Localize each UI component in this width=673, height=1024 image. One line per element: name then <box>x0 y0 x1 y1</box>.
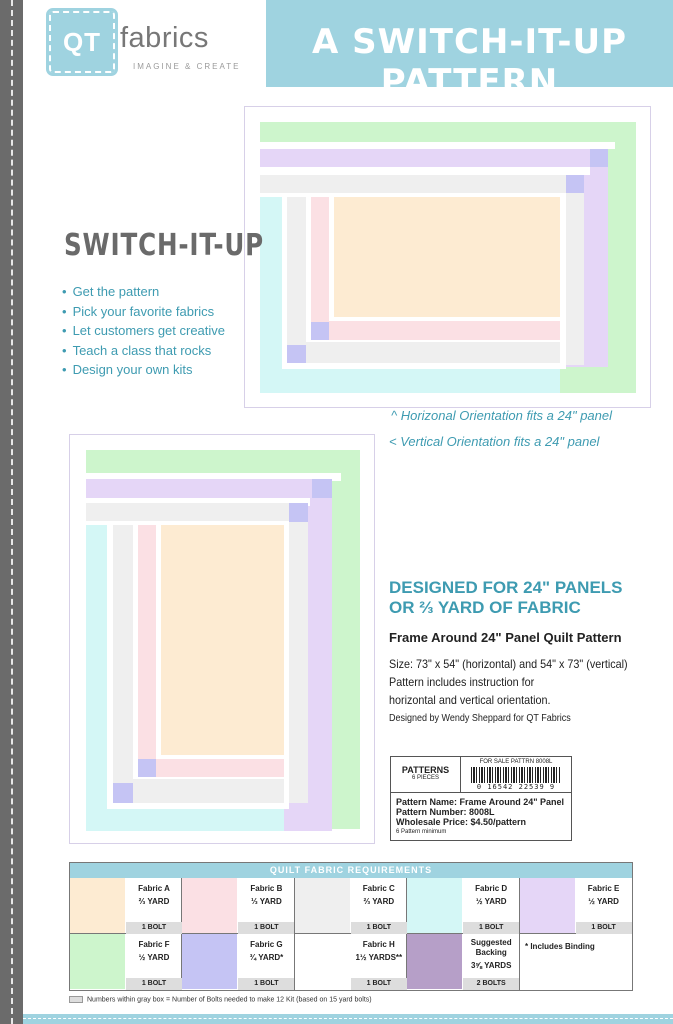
fabric-cell-f <box>70 934 182 990</box>
label-pattern-number: Pattern Number: 8008L <box>396 807 495 817</box>
list-item: • Pick your favorite fabrics <box>62 302 225 322</box>
strip-white-h1 <box>260 142 615 149</box>
corner-blue-2 <box>566 175 584 193</box>
size-line-1: Size: 73" x 54" (horizontal) and 54" x 73" (vertical) <box>389 657 628 671</box>
fabric-cell-h <box>295 934 407 990</box>
title-band <box>266 0 673 102</box>
fabric-name: Fabric C <box>362 884 395 893</box>
fabric-swatch <box>295 934 350 989</box>
corner-blue-4 <box>287 345 306 363</box>
left-dashed-strip <box>0 0 23 1024</box>
bottom-band <box>23 1014 673 1024</box>
designed-line-1: DESIGNED FOR 24" PANELS <box>389 578 623 597</box>
corner-blue-2 <box>289 503 308 522</box>
gray-box-key <box>69 996 83 1003</box>
backing-name: Suggested Backing <box>470 938 512 957</box>
fabric-yardage: ⅓ YARD <box>251 897 282 906</box>
requirements-title: QUILT FABRIC REQUIREMENTS <box>70 863 632 878</box>
designed-for-heading <box>389 578 623 618</box>
list-item: • Teach a class that rocks <box>62 341 225 361</box>
fabric-yardage: ½ YARD <box>588 897 619 906</box>
fabric-yardage: ½ YARD <box>475 897 507 906</box>
table-footnote <box>69 996 372 1003</box>
backing-swatch <box>407 934 462 989</box>
barcode <box>471 767 561 783</box>
corner-blue-3 <box>138 759 156 777</box>
fabric-bolts: 1 BOLT <box>126 978 182 990</box>
fabric-swatch <box>182 934 237 989</box>
fabric-swatch <box>182 878 237 933</box>
feature-list <box>62 282 225 380</box>
fabric-cell-e <box>520 878 632 934</box>
logo-word: fabrics <box>120 22 209 54</box>
fabric-swatch <box>70 878 125 933</box>
dashed-line <box>11 0 13 1024</box>
corner-blue-3 <box>311 322 329 340</box>
fabric-name: Fabric A <box>138 884 170 893</box>
horizontal-orientation-note: ^ Horizonal Orientation fits a 24" panel <box>391 408 612 423</box>
dashed-line <box>23 1018 673 1019</box>
fabric-yardage: ⅔ YARD <box>138 897 170 906</box>
fabric-name: Fabric D <box>475 884 508 893</box>
pattern-title: Frame Around 24" Panel Quilt Pattern <box>389 630 622 645</box>
strip-white-h2 <box>260 167 590 175</box>
corner-blue-1 <box>590 149 608 167</box>
backing-yardage: 3⅝ YARDS <box>470 961 512 970</box>
label-for-sale: FOR SALE PATTRN 8008L <box>479 759 553 765</box>
label-pieces: 6 PIECES <box>411 775 439 781</box>
fabric-swatch <box>70 934 125 989</box>
fabric-cell-c <box>295 878 407 934</box>
switch-it-up-heading: SWITCH-IT-UP <box>64 228 265 263</box>
fabric-bolts: 1 BOLT <box>351 922 407 934</box>
barcode-number: 0 16542 22539 9 <box>476 783 556 791</box>
horizontal-quilt-illustration <box>244 106 651 408</box>
fabric-yardage: ¾ YARD* <box>249 953 284 962</box>
fabric-bolts: 1 BOLT <box>238 922 294 934</box>
designed-line-2: OR ⅔ YARD OF FABRIC <box>389 598 581 617</box>
fabric-name: Fabric B <box>250 884 283 893</box>
label-patterns-title: PATTERNS <box>401 765 450 775</box>
fabric-bolts: 1 BOLT <box>463 922 519 934</box>
label-details <box>396 797 564 837</box>
fabric-yardage: 1½ YARDS** <box>355 953 403 962</box>
backing-bolts: 2 BOLTS <box>463 978 519 990</box>
vertical-orientation-note: < Vertical Orientation fits a 24" panel <box>389 434 600 449</box>
fabric-requirements-table <box>69 862 633 991</box>
fabric-bolts: 1 BOLT <box>576 922 632 934</box>
size-line-3: horizontal and vertical orientation. <box>389 693 551 707</box>
list-item: • Design your own kits <box>62 360 225 380</box>
fabric-bolts: 1 BOLT <box>238 978 294 990</box>
vertical-quilt-illustration <box>69 434 375 844</box>
fabric-yardage: ⅔ YARD <box>363 897 395 906</box>
label-minimum: 6 Pattern minimum <box>396 829 447 835</box>
fabric-cell-a <box>70 878 182 934</box>
fabric-swatch <box>520 878 575 933</box>
footnote-text: Numbers within gray box = Number of Bolts needed to make 12 Kit (based on 15 yard bolts) <box>87 996 372 1004</box>
backing-cell <box>407 934 519 990</box>
label-patterns <box>391 757 461 793</box>
fabric-bolts: 1 BOLT <box>126 922 182 934</box>
fabric-name: Fabric G <box>250 940 283 949</box>
list-item: • Get the pattern <box>62 282 225 302</box>
logo-mark-text: QT <box>62 27 102 57</box>
fabric-swatch <box>407 878 462 933</box>
label-price: Wholesale Price: $4.50/pattern <box>396 817 527 827</box>
page-title: A SWITCH-IT-UP PATTERN <box>312 22 627 102</box>
size-line-2: Pattern includes instruction for <box>389 675 535 689</box>
pattern-label <box>390 756 572 841</box>
fabric-name: Fabric E <box>587 884 620 893</box>
fabric-cell-b <box>182 878 294 934</box>
fabric-swatch <box>295 878 350 933</box>
size-description <box>389 655 659 709</box>
logo-mark <box>49 11 115 73</box>
binding-note: * Includes Binding <box>525 942 595 951</box>
designer-credit: Designed by Wendy Sheppard for QT Fabrics <box>389 713 571 724</box>
label-barcode-area <box>461 757 571 793</box>
header <box>23 0 673 102</box>
fabric-cell-d <box>407 878 519 934</box>
logo-tagline: IMAGINE & CREATE <box>133 62 241 71</box>
logo <box>23 0 266 87</box>
corner-blue-1 <box>312 479 332 498</box>
panel-peach <box>161 525 284 755</box>
label-pattern-name: Pattern Name: Frame Around 24" Panel <box>396 797 564 807</box>
fabric-cell-g <box>182 934 294 990</box>
fabric-bolts: 1 BOLT <box>351 978 407 990</box>
corner-blue-4 <box>113 783 133 803</box>
fabric-yardage: ½ YARD <box>138 953 170 962</box>
list-item: • Let customers get creative <box>62 321 225 341</box>
panel-peach <box>334 197 560 317</box>
fabric-name: Fabric F <box>138 940 170 949</box>
fabric-name: Fabric H <box>362 940 395 949</box>
